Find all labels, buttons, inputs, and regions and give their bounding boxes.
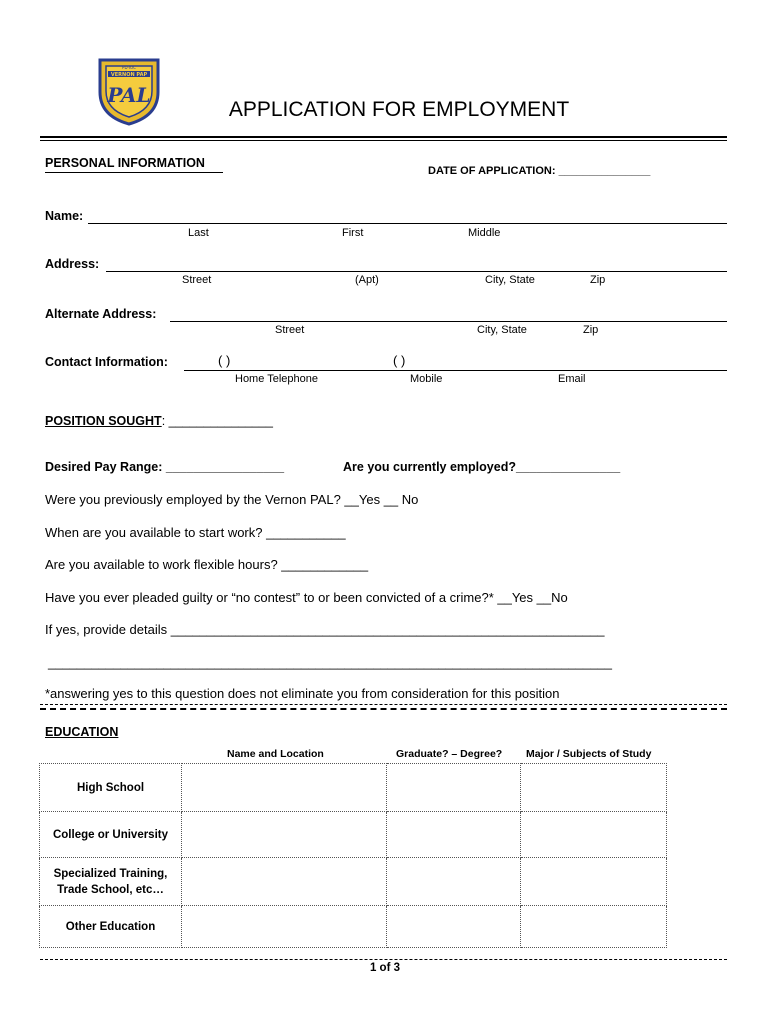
alt-address-sub-street: Street xyxy=(275,324,305,336)
previously-employed-question[interactable]: Were you previously employed by the Vernon PAL? __Yes __ No xyxy=(45,492,419,507)
col-major: Major / Subjects of Study xyxy=(526,748,652,760)
cell-major[interactable] xyxy=(521,906,667,948)
col-graduate-degree: Graduate? – Degree? xyxy=(396,748,503,760)
name-label: Name: xyxy=(45,209,84,223)
alt-address-field[interactable] xyxy=(170,321,727,322)
footer-divider xyxy=(40,959,727,960)
table-row xyxy=(40,764,667,812)
title-divider-thin xyxy=(40,140,727,141)
flexible-hours-question[interactable]: Are you available to work flexible hours? ____________ xyxy=(45,557,369,572)
address-field[interactable] xyxy=(106,271,727,272)
cell-name-location[interactable] xyxy=(182,812,387,858)
address-label: Address: xyxy=(45,257,100,271)
position-sought-field[interactable]: : _______________ xyxy=(161,414,273,428)
address-sub-apt: (Apt) xyxy=(355,274,379,286)
row-label-college: College or University xyxy=(40,812,182,858)
col-name-location: Name and Location xyxy=(227,748,324,760)
conviction-question[interactable]: Have you ever pleaded guilty or “no contest” to or been convicted of a crime?* __Yes __No xyxy=(45,590,568,605)
svg-text:PD·IOC: PD·IOC xyxy=(122,65,136,70)
position-sought-row xyxy=(45,414,273,428)
mobile-area-code: ( ) xyxy=(393,353,406,368)
alt-address-sub-city-state: City, State xyxy=(477,324,527,336)
details-field-continued[interactable]: ______________________________________________________________________________ xyxy=(48,655,612,670)
date-of-application-field[interactable]: DATE OF APPLICATION: _______________ xyxy=(428,165,651,177)
education-heading: EDUCATION xyxy=(45,725,119,739)
svg-text:VERNON PAP: VERNON PAP xyxy=(110,72,148,78)
cell-name-location[interactable] xyxy=(182,906,387,948)
alt-address-label: Alternate Address: xyxy=(45,307,157,321)
svg-text:PAL: PAL xyxy=(107,83,151,107)
section-divider xyxy=(40,708,727,710)
position-sought-label: POSITION SOUGHT xyxy=(45,414,162,428)
cell-degree[interactable] xyxy=(387,906,521,948)
address-sub-city-state: City, State xyxy=(485,274,535,286)
contact-label: Contact Information: xyxy=(45,355,168,369)
available-start-question[interactable]: When are you available to start work? ___________ xyxy=(45,525,346,540)
cell-degree[interactable] xyxy=(387,858,521,906)
cell-degree[interactable] xyxy=(387,764,521,812)
home-phone-area-code: ( ) xyxy=(218,353,231,368)
contact-sub-email: Email xyxy=(558,373,586,385)
personal-info-heading: PERSONAL INFORMATION xyxy=(45,156,205,170)
address-sub-street: Street xyxy=(182,274,212,286)
page-number: 1 of 3 xyxy=(369,962,401,974)
row-label-high-school: High School xyxy=(40,764,182,812)
name-field[interactable] xyxy=(88,223,727,224)
contact-sub-home: Home Telephone xyxy=(235,373,318,385)
cell-major[interactable] xyxy=(521,858,667,906)
name-sub-last: Last xyxy=(188,227,209,239)
personal-heading-underline xyxy=(45,172,223,173)
name-sub-first: First xyxy=(342,227,364,239)
education-table xyxy=(39,763,667,948)
table-row xyxy=(40,812,667,858)
cell-degree[interactable] xyxy=(387,812,521,858)
name-sub-middle: Middle xyxy=(468,227,501,239)
currently-employed-field[interactable]: Are you currently employed?_______________ xyxy=(343,460,621,474)
row-label-other: Other Education xyxy=(40,906,182,948)
contact-field[interactable] xyxy=(184,370,727,371)
cell-major[interactable] xyxy=(521,812,667,858)
desired-pay-range-field[interactable]: Desired Pay Range: _________________ xyxy=(45,460,285,474)
row-label-specialized: Specialized Training, Trade School, etc… xyxy=(40,858,182,906)
cell-name-location[interactable] xyxy=(182,764,387,812)
address-sub-zip: Zip xyxy=(590,274,606,286)
title-divider xyxy=(40,136,727,138)
page-title: APPLICATION FOR EMPLOYMENT xyxy=(228,98,570,121)
section-divider-top xyxy=(40,704,727,705)
conviction-note: *answering yes to this question does not eliminate you from consideration for this position xyxy=(45,686,560,701)
table-row xyxy=(40,906,667,948)
alt-address-sub-zip: Zip xyxy=(583,324,599,336)
contact-sub-mobile: Mobile xyxy=(410,373,443,385)
cell-major[interactable] xyxy=(521,764,667,812)
details-field[interactable]: If yes, provide details ____________________________________________________________ xyxy=(45,622,605,637)
table-row xyxy=(40,858,667,906)
cell-name-location[interactable] xyxy=(182,858,387,906)
